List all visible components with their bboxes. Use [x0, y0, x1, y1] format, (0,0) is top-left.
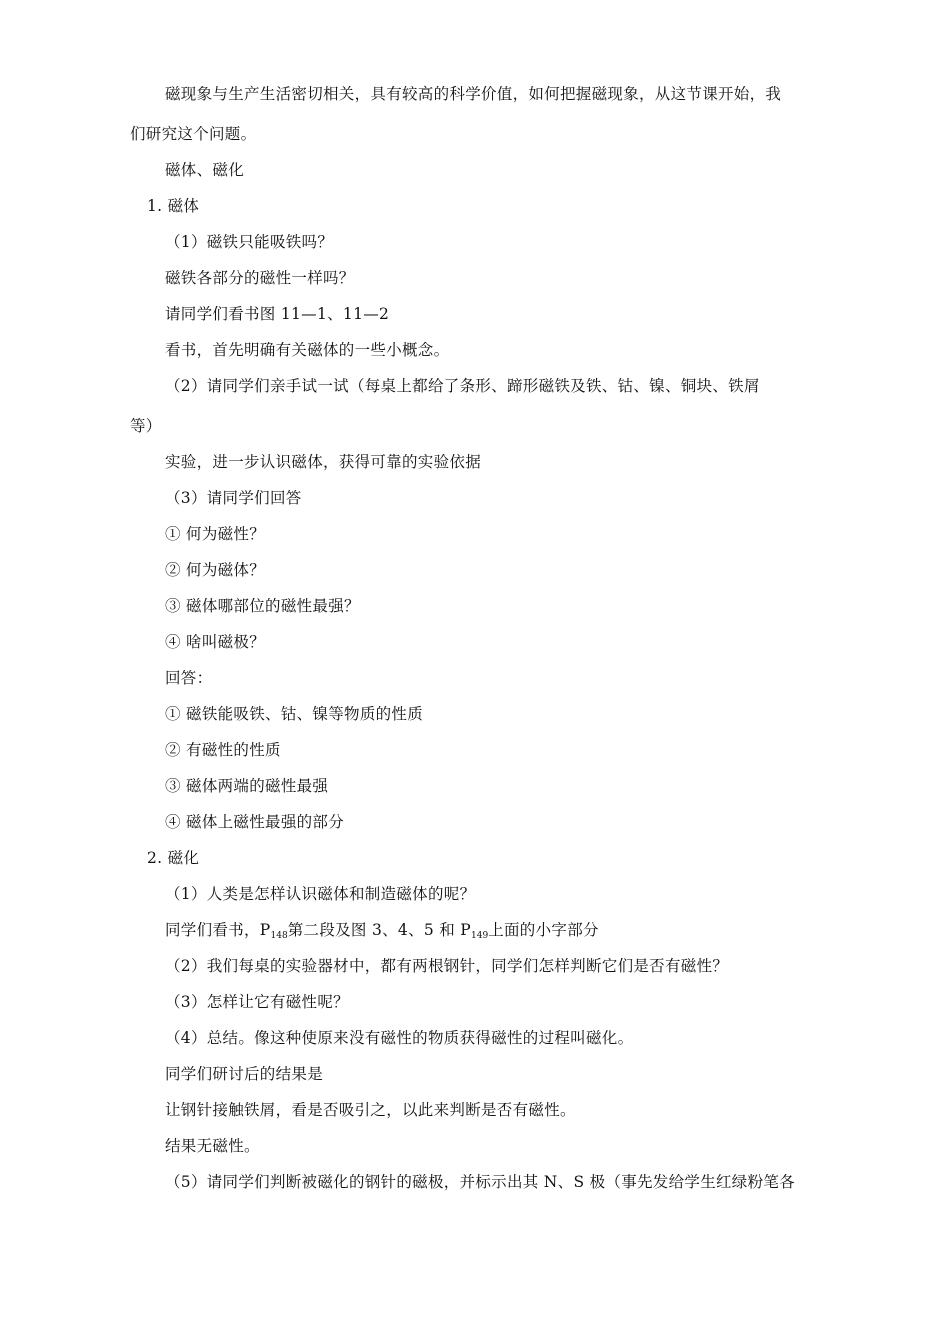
text-line-result-intro: 同学们研讨后的结果是 — [165, 1065, 324, 1083]
question-m3: （3）怎样让它有磁性呢？ — [165, 993, 349, 1011]
text-line-7: 请同学们看书图 11—1、11—2 — [165, 305, 390, 323]
list-item-q1: ① 何为磁性？ — [165, 525, 266, 543]
summary-m4: （4）总结。像这种使原来没有磁性的物质获得磁性的过程叫磁化。 — [165, 1029, 634, 1047]
question-m5: （5）请同学们判断被磁化的钢针的磁极，并标示出其 N、S 极（事先发给学生红绿粉笔各 — [165, 1173, 795, 1191]
question-3: （3）请同学们回答 — [165, 489, 302, 507]
ref-text-c: 上面的小字部分 — [488, 921, 599, 939]
list-item-q4: ④ 啥叫磁极？ — [165, 633, 266, 651]
ref-page-149: 149 — [471, 931, 489, 941]
list-item-a1: ① 磁铁能吸铁、钴、镍等物质的性质 — [165, 705, 424, 723]
text-line-result: 结果无磁性。 — [165, 1137, 260, 1155]
heading-magnet: 1. 磁体 — [147, 197, 200, 215]
answer-label: 回答： — [165, 669, 213, 687]
text-line-8: 看书，首先明确有关磁体的一些小概念。 — [165, 341, 450, 359]
text-line-11: 实验，进一步认识磁体，获得可靠的实验依据 — [165, 453, 482, 471]
text-line-2: 们研究这个问题。 — [130, 125, 257, 143]
ref-page-148: 148 — [270, 931, 288, 941]
ref-text-a: 同学们看书，P — [165, 921, 271, 939]
list-item-q3: ③ 磁体哪部位的磁性最强？ — [165, 597, 360, 615]
text-line-6: 磁铁各部分的磁性一样吗？ — [165, 269, 355, 287]
question-m1: （1）人类是怎样认识磁体和制造磁体的呢？ — [165, 885, 476, 903]
list-item-a4: ④ 磁体上磁性最强的部分 — [165, 813, 345, 831]
question-m2: （2）我们每桌的实验器材中，都有两根钢针，同学们怎样判断它们是否有磁性？ — [165, 957, 729, 975]
ref-text-b: 第二段及图 3、4、5 和 P — [287, 921, 472, 939]
heading-magnetization: 2. 磁化 — [147, 849, 200, 867]
text-line-method: 让钢针接触铁屑，看是否吸引之，以此来判断是否有磁性。 — [165, 1101, 576, 1119]
section-heading: 磁体、磁化 — [165, 161, 245, 179]
question-1: （1）磁铁只能吸铁吗？ — [165, 233, 334, 251]
text-line-1: 磁现象与生产生活密切相关，具有较高的科学价值，如何把握磁现象，从这节课开始，我 — [165, 85, 782, 103]
text-line-reference — [165, 920, 599, 946]
list-item-a2: ② 有磁性的性质 — [165, 741, 281, 759]
list-item-a3: ③ 磁体两端的磁性最强 — [165, 777, 329, 795]
question-2: （2）请同学们亲手试一试（每桌上都给了条形、蹄形磁铁及铁、钴、镍、铜块、铁屑 — [165, 377, 760, 395]
text-line-10: 等） — [130, 417, 162, 435]
list-item-q2: ② 何为磁体？ — [165, 561, 266, 579]
